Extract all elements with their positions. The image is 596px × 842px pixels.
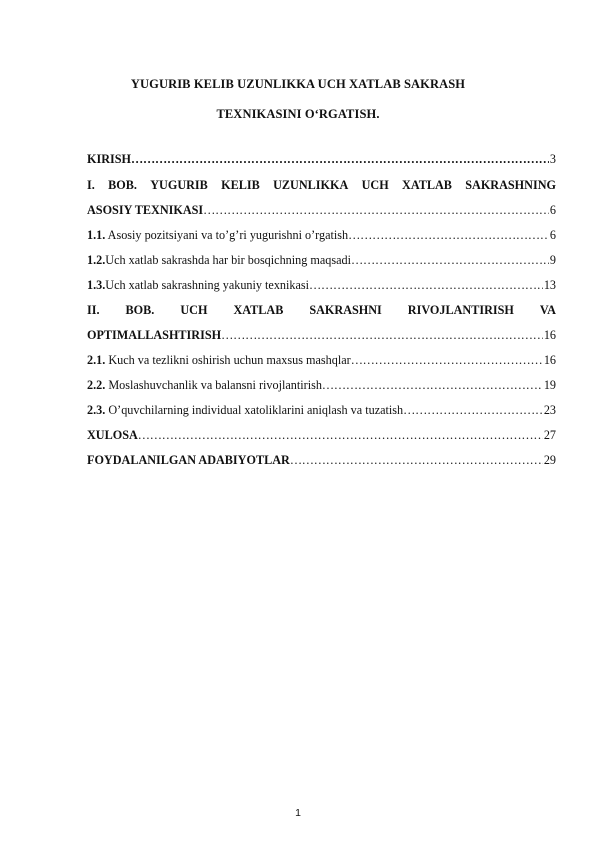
toc-entry-bob2[interactable]: [87, 328, 556, 345]
heading-word: YUGURIB: [150, 178, 208, 192]
toc-leader-dots: [351, 253, 549, 270]
toc-page-number: 23: [543, 403, 556, 417]
toc-leader-dots: [131, 152, 549, 169]
heading-word: SAKRASHNING: [465, 178, 556, 192]
toc-page-number: 27: [543, 428, 556, 442]
toc-entry-label: KIRISH: [87, 152, 132, 166]
document-title-line-1: YUGURIB KELIB UZUNLIKKA UCH XATLAB SAKRASH: [130, 77, 466, 91]
heading-word: BOB.: [125, 303, 155, 317]
toc-leader-dots: [221, 328, 543, 345]
section-number: 2.3.: [87, 403, 106, 417]
heading-word: UCH: [180, 303, 208, 317]
heading-word: BOB.: [108, 178, 137, 192]
toc-entry-label: FOYDALANILGAN ADABIYOTLAR: [87, 453, 290, 467]
toc-page-number: 29: [543, 453, 556, 467]
toc-page-number: 13: [543, 278, 556, 292]
toc-page-number: 6: [549, 203, 556, 217]
toc-entry-bob2-heading[interactable]: [87, 303, 556, 318]
toc-leader-dots: [290, 453, 543, 470]
toc-entry-label: Uch xatlab sakrashning yakuniy texnikasi: [105, 278, 310, 292]
toc-entry-1-1[interactable]: [87, 228, 556, 245]
page-number: 1: [295, 807, 301, 819]
toc-entry-1-3[interactable]: [87, 278, 556, 295]
section-number: 1.1.: [87, 228, 106, 242]
heading-word: XATLAB: [402, 178, 452, 192]
heading-word: KELIB: [221, 178, 260, 192]
toc-page-number: 9: [549, 253, 556, 267]
toc-entry-label: OPTIMALLASHTIRISH: [87, 328, 222, 342]
toc-entry-2-2[interactable]: [87, 378, 556, 395]
heading-word: I.: [87, 178, 95, 192]
toc-entry-label: Moslashuvchanlik va balansni rivojlantirish: [105, 378, 322, 392]
toc-entry-label: XULOSA: [87, 428, 138, 442]
toc-entry-label: ASOSIY TEXNIKASI: [87, 203, 204, 217]
heading-word: SAKRASHNI: [309, 303, 382, 317]
toc-page-number: 3: [549, 152, 556, 166]
section-number: 1.3.: [87, 278, 106, 292]
table-of-contents: [87, 0, 556, 842]
toc-leader-dots: [322, 378, 543, 395]
heading-word: XATLAB: [233, 303, 284, 317]
toc-leader-dots: [309, 278, 543, 295]
toc-page-number: 16: [543, 328, 556, 342]
heading-word: UCH: [361, 178, 389, 192]
heading-word: II.: [87, 303, 100, 317]
toc-leader-dots: [138, 428, 543, 445]
section-number: 2.1.: [87, 353, 106, 367]
toc-entry-label: Asosiy pozitsiyani va to’g’ri yugurishni o’rgatish: [105, 228, 349, 242]
toc-leader-dots: [403, 403, 543, 420]
heading-word: RIVOJLANTIRISH: [407, 303, 514, 317]
section-number: 1.2.: [87, 253, 106, 267]
document-title-line-2: TEXNIKASINI O‘RGATISH.: [216, 107, 380, 121]
toc-entry-bob1[interactable]: [87, 203, 556, 220]
toc-page-number: 16: [543, 353, 556, 367]
toc-entry-label: Kuch va tezlikni oshirish uchun maxsus mashqlar: [105, 353, 351, 367]
section-number: 2.2.: [87, 378, 106, 392]
toc-entry-1-2[interactable]: [87, 253, 556, 270]
toc-leader-dots: [351, 353, 543, 370]
toc-entry-2-1[interactable]: [87, 353, 556, 370]
toc-entry-xulosa[interactable]: [87, 428, 556, 445]
toc-entry-kirish[interactable]: [87, 152, 556, 169]
toc-entry-label: O’quvchilarning individual xatoliklarini aniqlash va tuzatish: [105, 403, 404, 417]
heading-word: UZUNLIKKA: [273, 178, 349, 192]
toc-page-number: 19: [543, 378, 556, 392]
toc-entry-label: Uch xatlab sakrashda har bir bosqichning maqsadi: [105, 253, 351, 267]
toc-entry-2-3[interactable]: [87, 403, 556, 420]
toc-leader-dots: [203, 203, 549, 220]
toc-entry-adabiyotlar[interactable]: [87, 453, 556, 470]
toc-leader-dots: [348, 228, 549, 245]
toc-page-number: 6: [549, 228, 556, 242]
heading-word: VA: [539, 303, 556, 317]
toc-entry-bob1-heading[interactable]: [87, 178, 556, 193]
